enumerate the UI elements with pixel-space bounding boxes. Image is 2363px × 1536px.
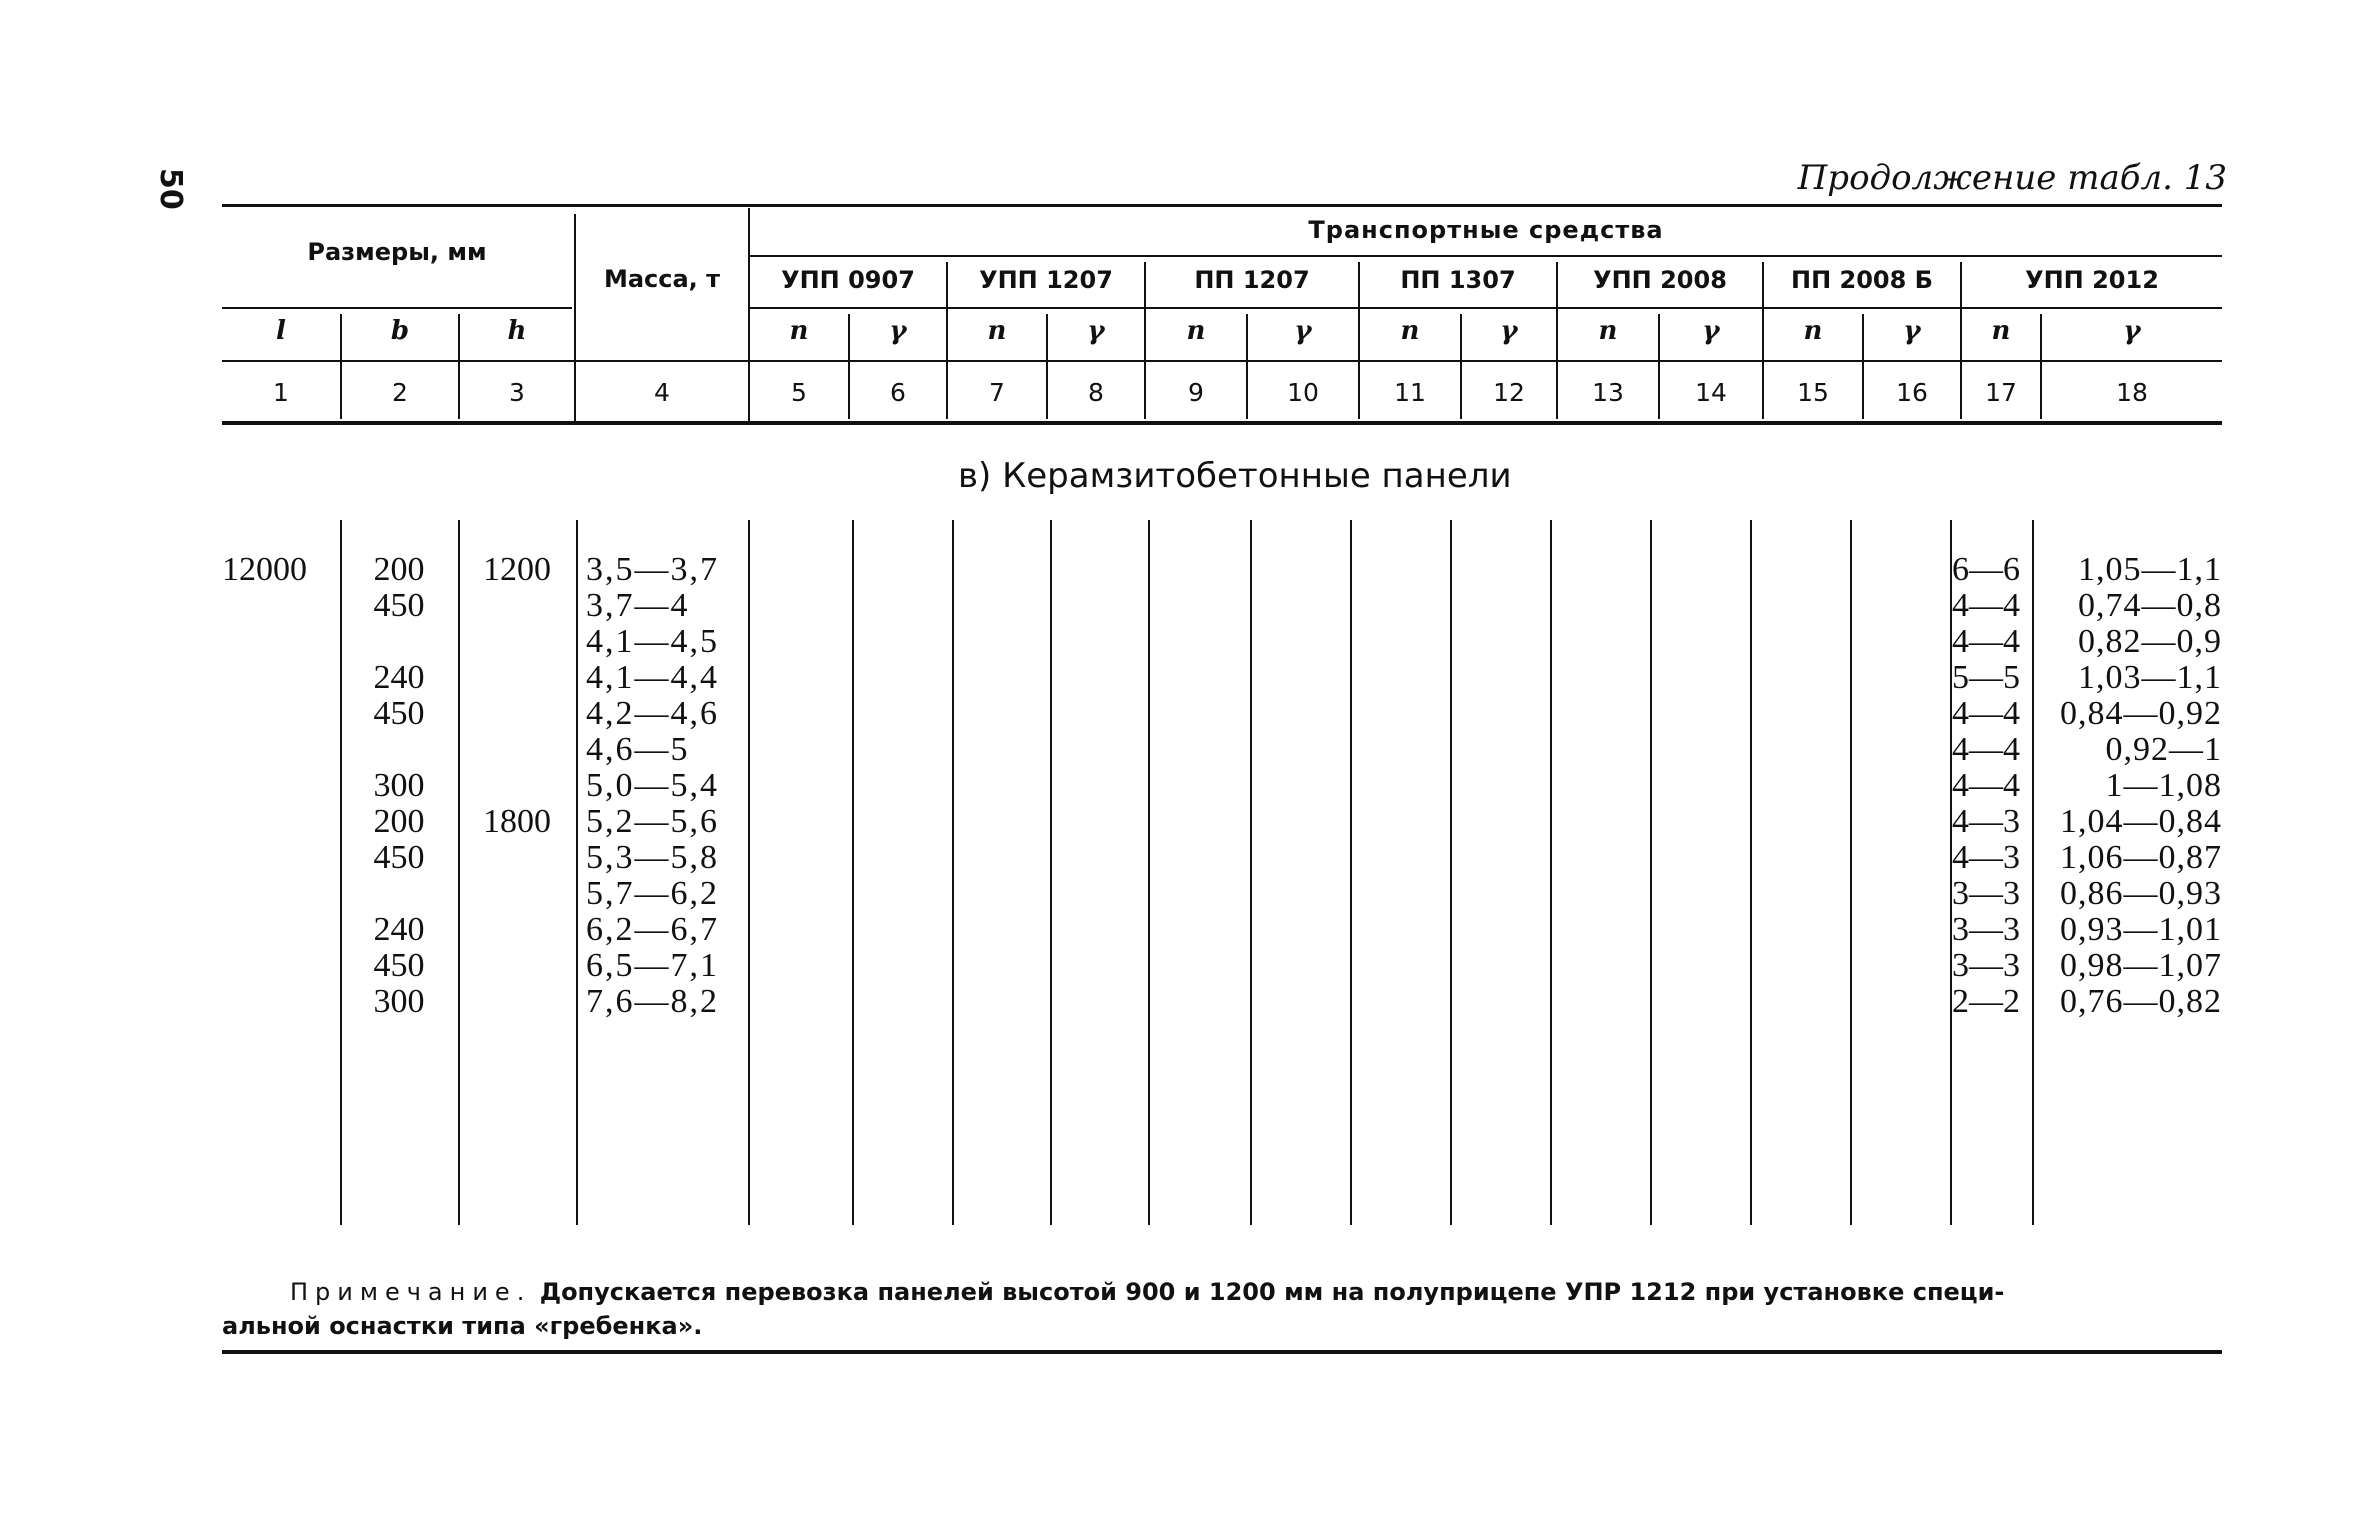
col-number-17: 17 <box>1985 378 2017 407</box>
note-line-1 <box>290 1278 2210 1306</box>
cell-b-8: 200 <box>373 803 425 840</box>
col-number-16: 16 <box>1896 378 1928 407</box>
cell-mass-6: 4,6—5 <box>586 731 690 768</box>
table-bottom-rule <box>222 1350 2222 1354</box>
n-symbol-11: n <box>1400 316 1420 346</box>
section-title: в) Керамзитобетонные панели <box>958 456 1512 496</box>
body-rule-9 <box>1250 520 1252 1225</box>
cell-mass-13: 7,6—8,2 <box>586 983 719 1020</box>
cell-b-12: 450 <box>373 947 425 984</box>
col-number-6: 6 <box>890 378 906 407</box>
note-label: Примечание. <box>290 1278 532 1306</box>
cell-g18-1: 1,05—1,1 <box>2078 551 2222 588</box>
vehicle-pp-2008-b: ПП 2008 Б <box>1791 266 1933 294</box>
cell-mass-2: 3,7—4 <box>586 587 690 624</box>
cell-h-5 <box>460 696 574 732</box>
cell-h-8: 1800 <box>483 803 551 840</box>
cell-mass-7: 5,0—5,4 <box>586 767 719 804</box>
cell-mass-5: 4,2—4,6 <box>586 695 719 732</box>
col-number-2: 2 <box>392 378 408 407</box>
symbol-row-rule <box>222 360 2222 362</box>
cell-mass-10: 5,7—6,2 <box>586 875 719 912</box>
cell-b-5: 450 <box>373 695 425 732</box>
cell-b-10 <box>342 876 456 912</box>
header-bottom-rule <box>222 421 2222 425</box>
cell-h-2 <box>460 588 574 624</box>
cell-h-10 <box>460 876 574 912</box>
cell-g18-4: 1,03—1,1 <box>2078 659 2222 696</box>
body-rule-13 <box>1650 520 1652 1225</box>
cell-h-7 <box>460 768 574 804</box>
cell-n17-5: 4—4 <box>1952 695 2020 732</box>
cell-g18-12: 0,98—1,07 <box>2060 947 2222 984</box>
cell-h-12 <box>460 948 574 984</box>
col-number-1: 1 <box>273 378 289 407</box>
n-symbol-9: n <box>1186 316 1206 346</box>
column-mass <box>586 552 746 1020</box>
cell-n17-1: 6—6 <box>1952 551 2020 588</box>
body-rule-15 <box>1850 520 1852 1225</box>
cell-mass-9: 5,3—5,8 <box>586 839 719 876</box>
cell-n17-7: 4—4 <box>1952 767 2020 804</box>
cell-b-3 <box>342 624 456 660</box>
cell-n17-6: 4—4 <box>1952 731 2020 768</box>
dims-subrule <box>222 307 572 309</box>
col-number-4: 4 <box>654 378 670 407</box>
body-rule-6 <box>952 520 954 1225</box>
vehicle-upp-2012: УПП 2012 <box>2025 266 2159 294</box>
cell-b-1: 200 <box>373 551 425 588</box>
gamma-symbol-16: γ <box>1903 316 1921 346</box>
cell-n17-12: 3—3 <box>1952 947 2020 984</box>
page-number: 50 <box>153 168 188 210</box>
body-rule-17 <box>2032 520 2034 1225</box>
gamma-symbol-8: γ <box>1087 316 1105 346</box>
table-continuation-caption: Продолжение табл. 13 <box>1797 158 2227 198</box>
vehicle-upp-2008: УПП 2008 <box>1593 266 1727 294</box>
cell-b-7: 300 <box>373 767 425 804</box>
cell-mass-8: 5,2—5,6 <box>586 803 719 840</box>
n-symbol-5: n <box>789 316 809 346</box>
vehicle-subrule <box>750 307 2222 309</box>
cell-b-4: 240 <box>373 659 425 696</box>
cell-h-6 <box>460 732 574 768</box>
n-symbol-7: n <box>987 316 1007 346</box>
transport-header: Транспортные средства <box>1308 216 1664 244</box>
cell-mass-4: 4,1—4,4 <box>586 659 719 696</box>
cell-g18-11: 0,93—1,01 <box>2060 911 2222 948</box>
cell-b-11: 240 <box>373 911 425 948</box>
gamma-symbol-6: γ <box>889 316 907 346</box>
gamma-symbol-10: γ <box>1294 316 1312 346</box>
gamma-symbol-12: γ <box>1500 316 1518 346</box>
cell-n17-10: 3—3 <box>1952 875 2020 912</box>
col-number-12: 12 <box>1493 378 1525 407</box>
cell-g18-3: 0,82—0,9 <box>2078 623 2222 660</box>
cell-g18-10: 0,86—0,93 <box>2060 875 2222 912</box>
column-h <box>460 552 574 1020</box>
gamma-symbol-14: γ <box>1702 316 1720 346</box>
vehicle-pp-1307: ПП 1307 <box>1400 266 1516 294</box>
n-symbol-13: n <box>1598 316 1618 346</box>
cell-l-1: 12000 <box>222 551 307 588</box>
body-rule-3 <box>576 520 578 1225</box>
cell-h-1: 1200 <box>483 551 551 588</box>
cell-n17-11: 3—3 <box>1952 911 2020 948</box>
col-number-18: 18 <box>2116 378 2148 407</box>
col-number-15: 15 <box>1797 378 1829 407</box>
vehicle-upp-1207: УПП 1207 <box>979 266 1113 294</box>
col-number-7: 7 <box>989 378 1005 407</box>
cell-b-2: 450 <box>373 587 425 624</box>
col-number-8: 8 <box>1088 378 1104 407</box>
body-rule-5 <box>852 520 854 1225</box>
cell-b-6 <box>342 732 456 768</box>
col-number-14: 14 <box>1695 378 1727 407</box>
note-line-2: альной оснастки типа «гребенка». <box>222 1312 703 1340</box>
col-number-3: 3 <box>509 378 525 407</box>
col-number-5: 5 <box>791 378 807 407</box>
cell-n17-2: 4—4 <box>1952 587 2020 624</box>
n-symbol-17: n <box>1991 316 2011 346</box>
cell-h-3 <box>460 624 574 660</box>
col-number-10: 10 <box>1287 378 1319 407</box>
cell-b-13: 300 <box>373 983 425 1020</box>
body-rule-7 <box>1050 520 1052 1225</box>
note-text-1: Допускается перевозка панелей высотой 900 и 1200 мм на полуприцепе УПР 1212 при установке специ- <box>539 1278 2005 1306</box>
column-gamma18 <box>2036 552 2222 1020</box>
cell-g18-8: 1,04—0,84 <box>2060 803 2222 840</box>
col-number-13: 13 <box>1592 378 1624 407</box>
cell-mass-3: 4,1—4,5 <box>586 623 719 660</box>
n-symbol-15: n <box>1803 316 1823 346</box>
cell-g18-13: 0,76—0,82 <box>2060 983 2222 1020</box>
table-top-rule <box>222 204 2222 207</box>
column-n17 <box>1952 552 2030 1020</box>
cell-h-4 <box>460 660 574 696</box>
cell-g18-6: 0,92—1 <box>2105 731 2222 768</box>
body-rule-8 <box>1148 520 1150 1225</box>
dim-h-symbol: h <box>507 316 527 346</box>
body-rule-11 <box>1450 520 1452 1225</box>
vehicle-pp-1207: ПП 1207 <box>1194 266 1310 294</box>
mass-header: Масса, т <box>603 265 721 293</box>
body-rule-10 <box>1350 520 1352 1225</box>
cell-n17-8: 4—3 <box>1952 803 2020 840</box>
cell-mass-12: 6,5—7,1 <box>586 947 719 984</box>
transport-subrule <box>750 255 2222 257</box>
cell-mass-1: 3,5—3,7 <box>586 551 719 588</box>
cell-n17-4: 5—5 <box>1952 659 2020 696</box>
cell-b-9: 450 <box>373 839 425 876</box>
dim-b-symbol: b <box>390 316 410 346</box>
dim-l-symbol: l <box>276 316 286 346</box>
cell-h-11 <box>460 912 574 948</box>
gamma-symbol-18: γ <box>2123 316 2141 346</box>
dimensions-header: Размеры, мм <box>307 238 487 266</box>
cell-g18-2: 0,74—0,8 <box>2078 587 2222 624</box>
body-rule-14 <box>1750 520 1752 1225</box>
cell-h-9 <box>460 840 574 876</box>
body-rule-12 <box>1550 520 1552 1225</box>
cell-g18-9: 1,06—0,87 <box>2060 839 2222 876</box>
col-number-9: 9 <box>1188 378 1204 407</box>
cell-n17-3: 4—4 <box>1952 623 2020 660</box>
cell-n17-9: 4—3 <box>1952 839 2020 876</box>
body-rule-4 <box>748 520 750 1225</box>
cell-g18-5: 0,84—0,92 <box>2060 695 2222 732</box>
cell-n17-13: 2—2 <box>1952 983 2020 1020</box>
vehicle-upp-0907: УПП 0907 <box>781 266 915 294</box>
col-number-11: 11 <box>1394 378 1426 407</box>
cell-mass-11: 6,2—6,7 <box>586 911 719 948</box>
cell-g18-7: 1—1,08 <box>2105 767 2222 804</box>
column-b <box>342 552 456 1020</box>
cell-h-13 <box>460 984 574 1020</box>
